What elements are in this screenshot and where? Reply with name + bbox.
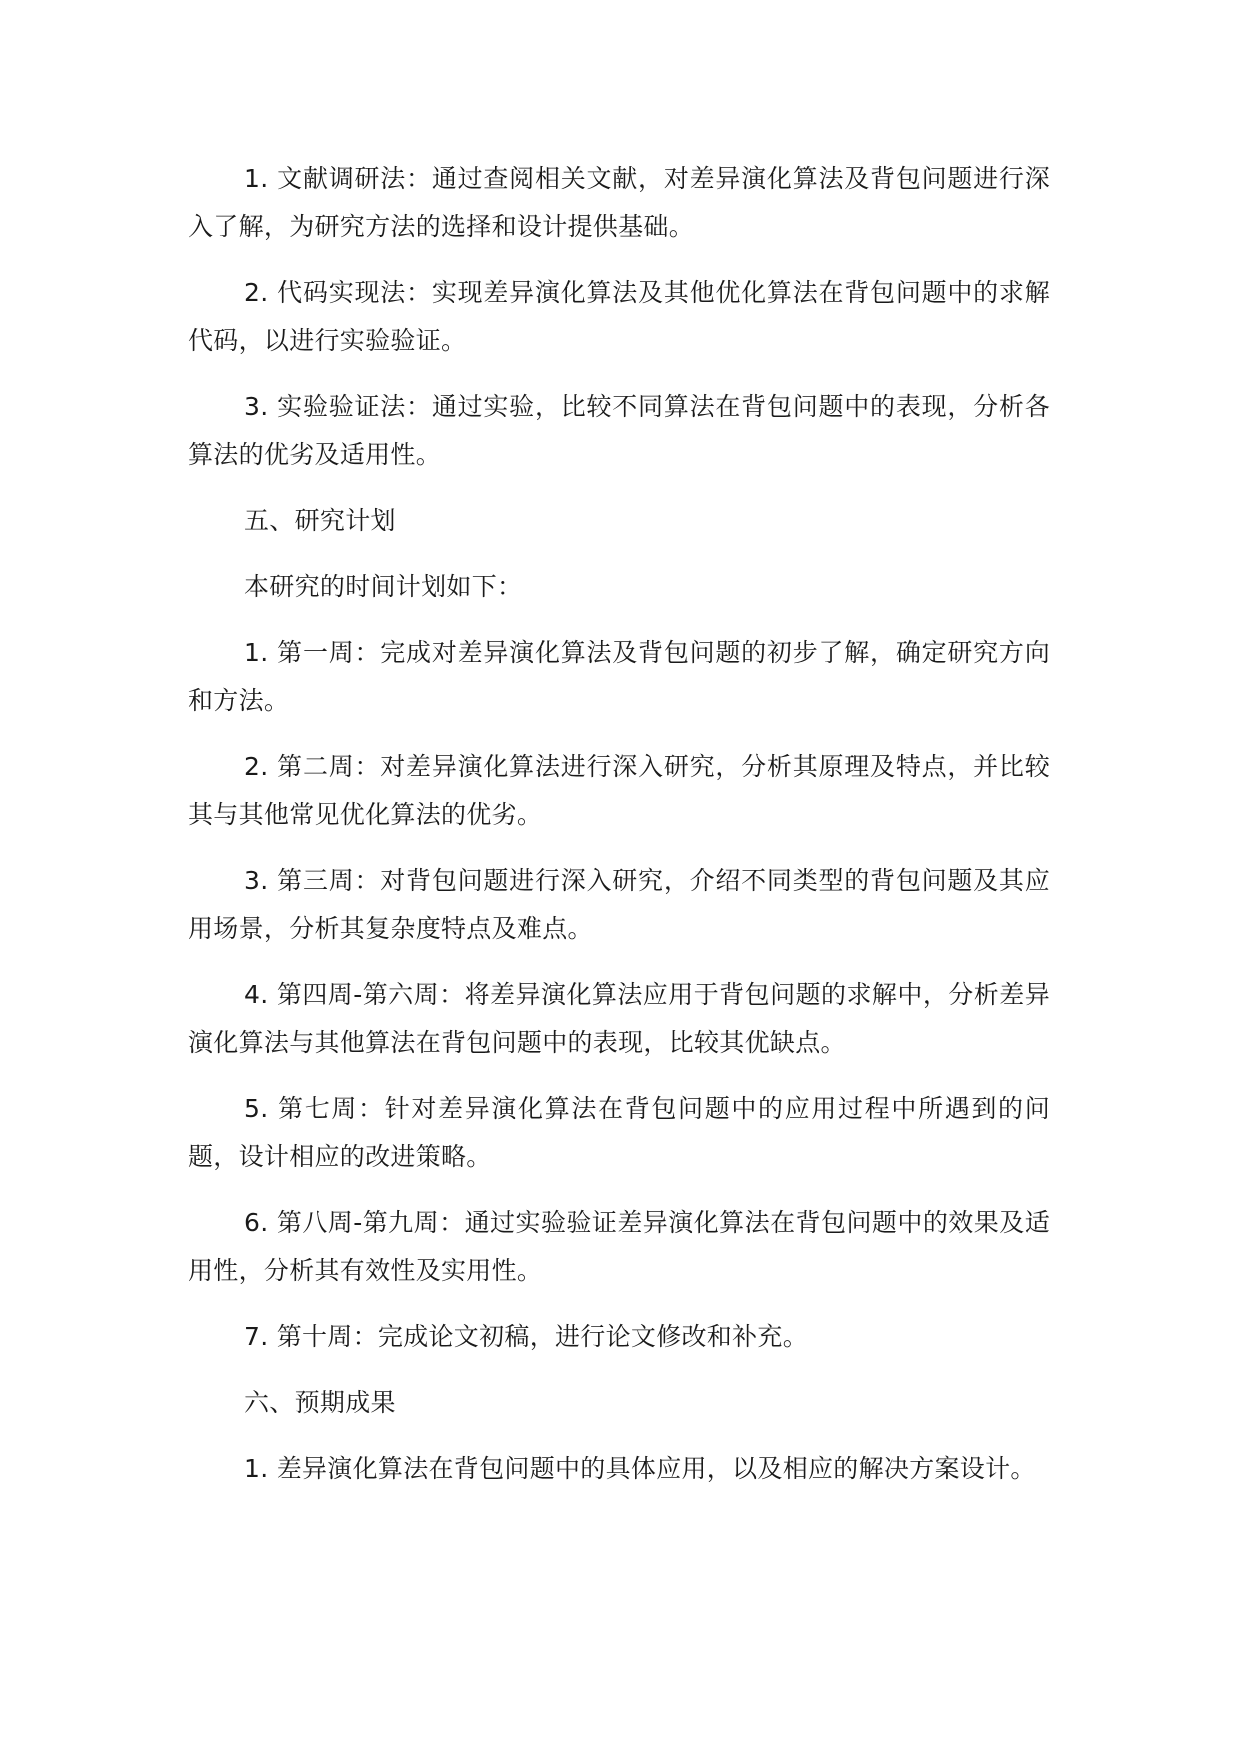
plan-week-3: 3. 第三周：对背包问题进行深入研究，介绍不同类型的背包问题及其应用场景，分析其复杂度特点及难点。	[188, 866, 1050, 943]
expected-result-1: 1. 差异演化算法在背包问题中的具体应用，以及相应的解决方案设计。	[244, 1454, 1036, 1483]
method-literature-review: 1. 文献调研法：通过查阅相关文献，对差异演化算法及背包问题进行深入了解，为研究方法的选择和设计提供基础。	[188, 164, 1050, 241]
plan-week-10: 7. 第十周：完成论文初稿，进行论文修改和补充。	[244, 1322, 809, 1351]
section-heading-research-plan: 五、研究计划	[244, 506, 396, 535]
section-heading-expected-results: 六、预期成果	[244, 1388, 396, 1417]
method-experimental-validation: 3. 实验验证法：通过实验，比较不同算法在背包问题中的表现，分析各算法的优劣及适用性。	[188, 392, 1050, 469]
plan-week-1: 1. 第一周：完成对差异演化算法及背包问题的初步了解，确定研究方向和方法。	[188, 638, 1050, 715]
plan-week-7: 5. 第七周：针对差异演化算法在背包问题中的应用过程中所遇到的问题，设计相应的改进策略。	[188, 1094, 1050, 1171]
plan-intro: 本研究的时间计划如下：	[244, 572, 523, 601]
plan-week-2: 2. 第二周：对差异演化算法进行深入研究，分析其原理及特点，并比较其与其他常见优化算法的优劣。	[188, 752, 1050, 829]
document-body	[188, 155, 1050, 1511]
plan-week-8-9: 6. 第八周-第九周：通过实验验证差异演化算法在背包问题中的效果及适用性，分析其有效性及实用性。	[188, 1208, 1050, 1285]
plan-week-4-6: 4. 第四周-第六周：将差异演化算法应用于背包问题的求解中，分析差异演化算法与其他算法在背包问题中的表现，比较其优缺点。	[188, 980, 1050, 1057]
method-code-implementation: 2. 代码实现法：实现差异演化算法及其他优化算法在背包问题中的求解代码，以进行实验验证。	[188, 278, 1050, 355]
